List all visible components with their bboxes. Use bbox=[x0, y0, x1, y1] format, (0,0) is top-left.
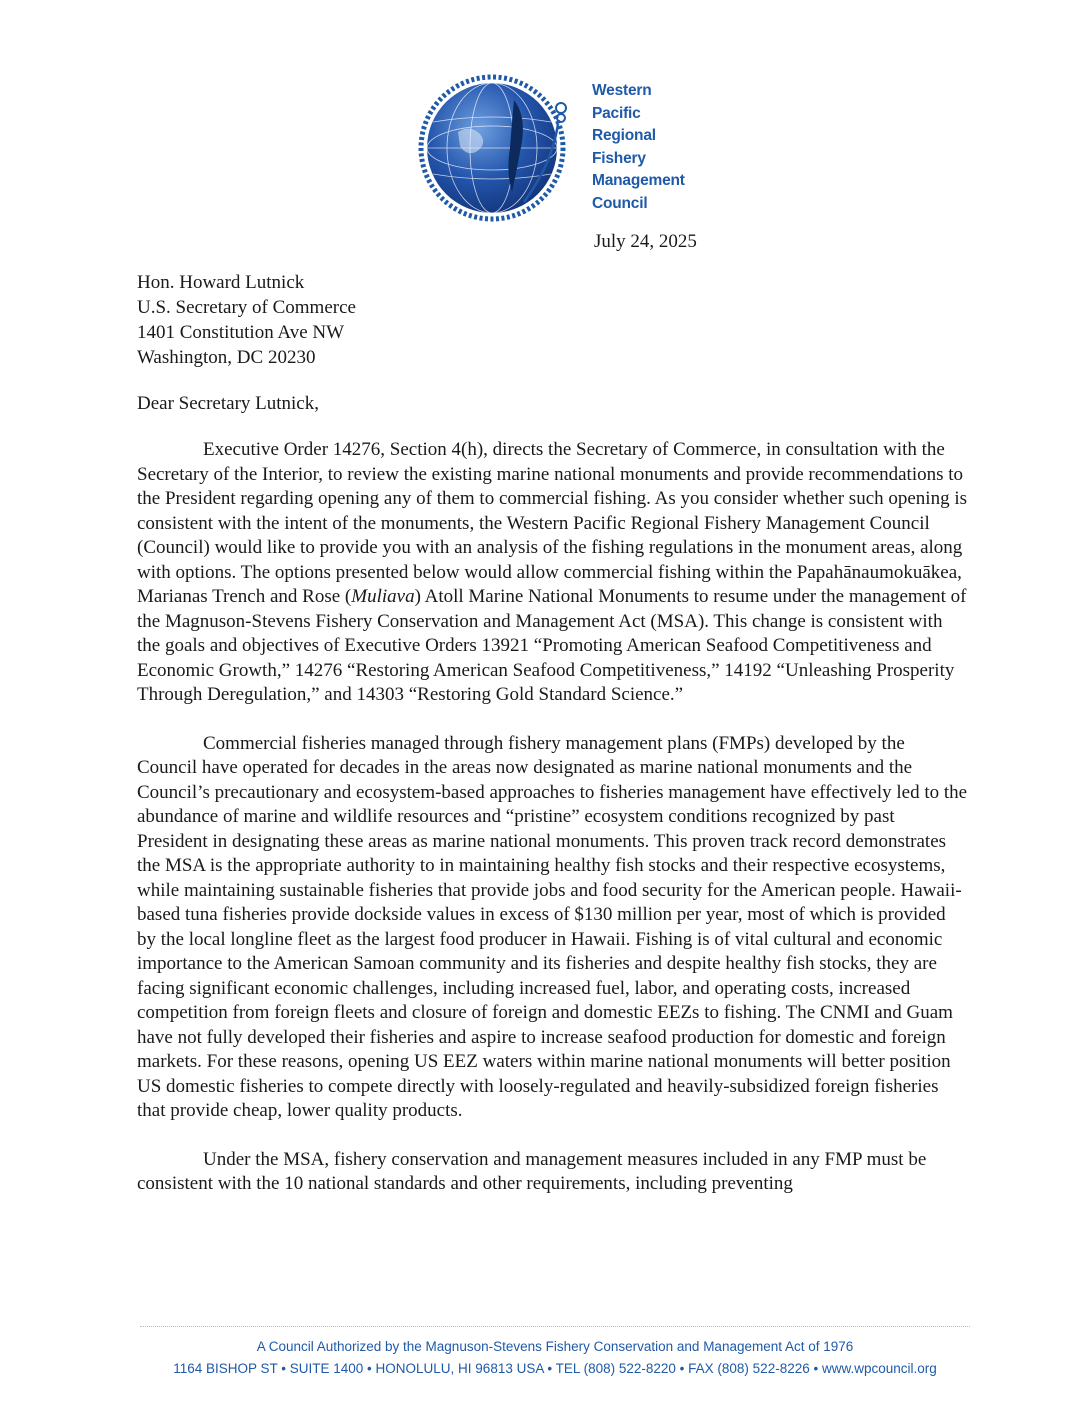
paragraph-text: Executive Order 14276, Section 4(h), directs the Secretary of Commerce, in consultation with the Secretary of the Interior, to review the existing marine national monuments and provide recommendations to the President regarding opening any of them to commercial fishing. As you consider whether such opening is consistent with the intent of the monuments, the Western Pacific Regional Fishery Management Council (Council) would like to provide you with an analysis of the fishing regulations in the monument areas, along with options. The options presented below would allow commercial fishing within the Papahānaumokuākea, Marianas Trench and Rose ( bbox=[137, 439, 968, 607]
salutation: Dear Secretary Lutnick, bbox=[137, 393, 319, 414]
footer-contact: 1164 BISHOP ST • SUITE 1400 • HONOLULU, HI 96813 USA • TEL (808) 522-8220 • FAX (808) 522-8226 • www.wpcouncil.org bbox=[173, 1361, 937, 1376]
paragraph-text: ) Atoll Marine National Monuments to resume under the management of the Magnuson-Stevens Fishery Conservation and Management Act (MSA). This change is consistent with the goals and objectives of Executive Orders 13921 “Promoting American Seafood Competitiveness and Economic Growth,” 14276 “Restoring American Seafood Competitiveness,” 14192 “Unleashing Prosperity Through Deregulation,” and 14303 “Restoring Gold Standard Science.” bbox=[137, 586, 967, 705]
recipient-line: 1401 Constitution Ave NW bbox=[137, 322, 345, 343]
paragraph: Commercial fisheries managed through fishery management plans (FMPs) developed by the Council have operated for decades in the areas now designated as marine national monuments and the Council’s precautionary and ecosystem-based approaches to fisheries management have effectively led to the abundance of marine and wildlife resources and “pristine” ecosystem conditions recognized by past President in designating these areas as marine national monuments. This proven track record demonstrates the MSA is the appropriate authority to in maintaining healthy fish stocks and their respective ecosystems, while maintaining sustainable fisheries that provide jobs and food security for the American people. Hawaii-based tuna fisheries provide dockside values in excess of $130 million per year, most of which is provided by the local longline fleet as the largest food producer in Hawaii. Fishing is of vital cultural and economic importance to the American Samoan community and its fisheries and despite healthy fish stocks, they are facing significant economic challenges, including increased fuel, labor, and operating costs, increased competition from foreign fleets and closure of foreign and domestic EEZs to fishing. The CNMI and Guam have not fully developed their fisheries and aspire to increase seafood production for domestic and foreign markets. For these reasons, opening US EEZ waters within marine national monuments will better position US domestic fisheries to compete directly with loosely-regulated and heavily-subsidized foreign fisheries that provide cheap, lower quality products. bbox=[137, 732, 968, 1121]
paragraph bbox=[137, 438, 969, 708]
recipient-line: U.S. Secretary of Commerce bbox=[137, 297, 356, 318]
recipient-address bbox=[137, 270, 356, 370]
council-name-line: Pacific bbox=[592, 104, 641, 122]
paragraph: Under the MSA, fishery conservation and management measures included in any FMP must be consistent with the 10 national standards and other requirements, including preventing bbox=[137, 1148, 927, 1194]
italic-term: Muliava bbox=[351, 586, 415, 607]
letter-body bbox=[137, 438, 969, 1197]
council-name-line: Western bbox=[592, 82, 652, 99]
footer bbox=[100, 1336, 1010, 1380]
recipient-line: Washington, DC 20230 bbox=[137, 347, 316, 368]
letterhead bbox=[418, 72, 708, 232]
footer-divider bbox=[140, 1326, 970, 1327]
footer-authority: A Council Authorized by the Magnuson-Stevens Fishery Conservation and Management Act of 1976 bbox=[256, 1339, 854, 1354]
council-name-line: Council bbox=[592, 194, 648, 212]
council-name-line: Regional bbox=[592, 127, 656, 144]
council-name-line: Fishery bbox=[592, 149, 646, 167]
council-name-line: Management bbox=[592, 172, 685, 189]
council-name bbox=[592, 80, 685, 215]
globe-fish-rope-logo-icon bbox=[418, 72, 570, 224]
recipient-line: Hon. Howard Lutnick bbox=[137, 272, 305, 293]
letter-date: July 24, 2025 bbox=[594, 231, 697, 252]
